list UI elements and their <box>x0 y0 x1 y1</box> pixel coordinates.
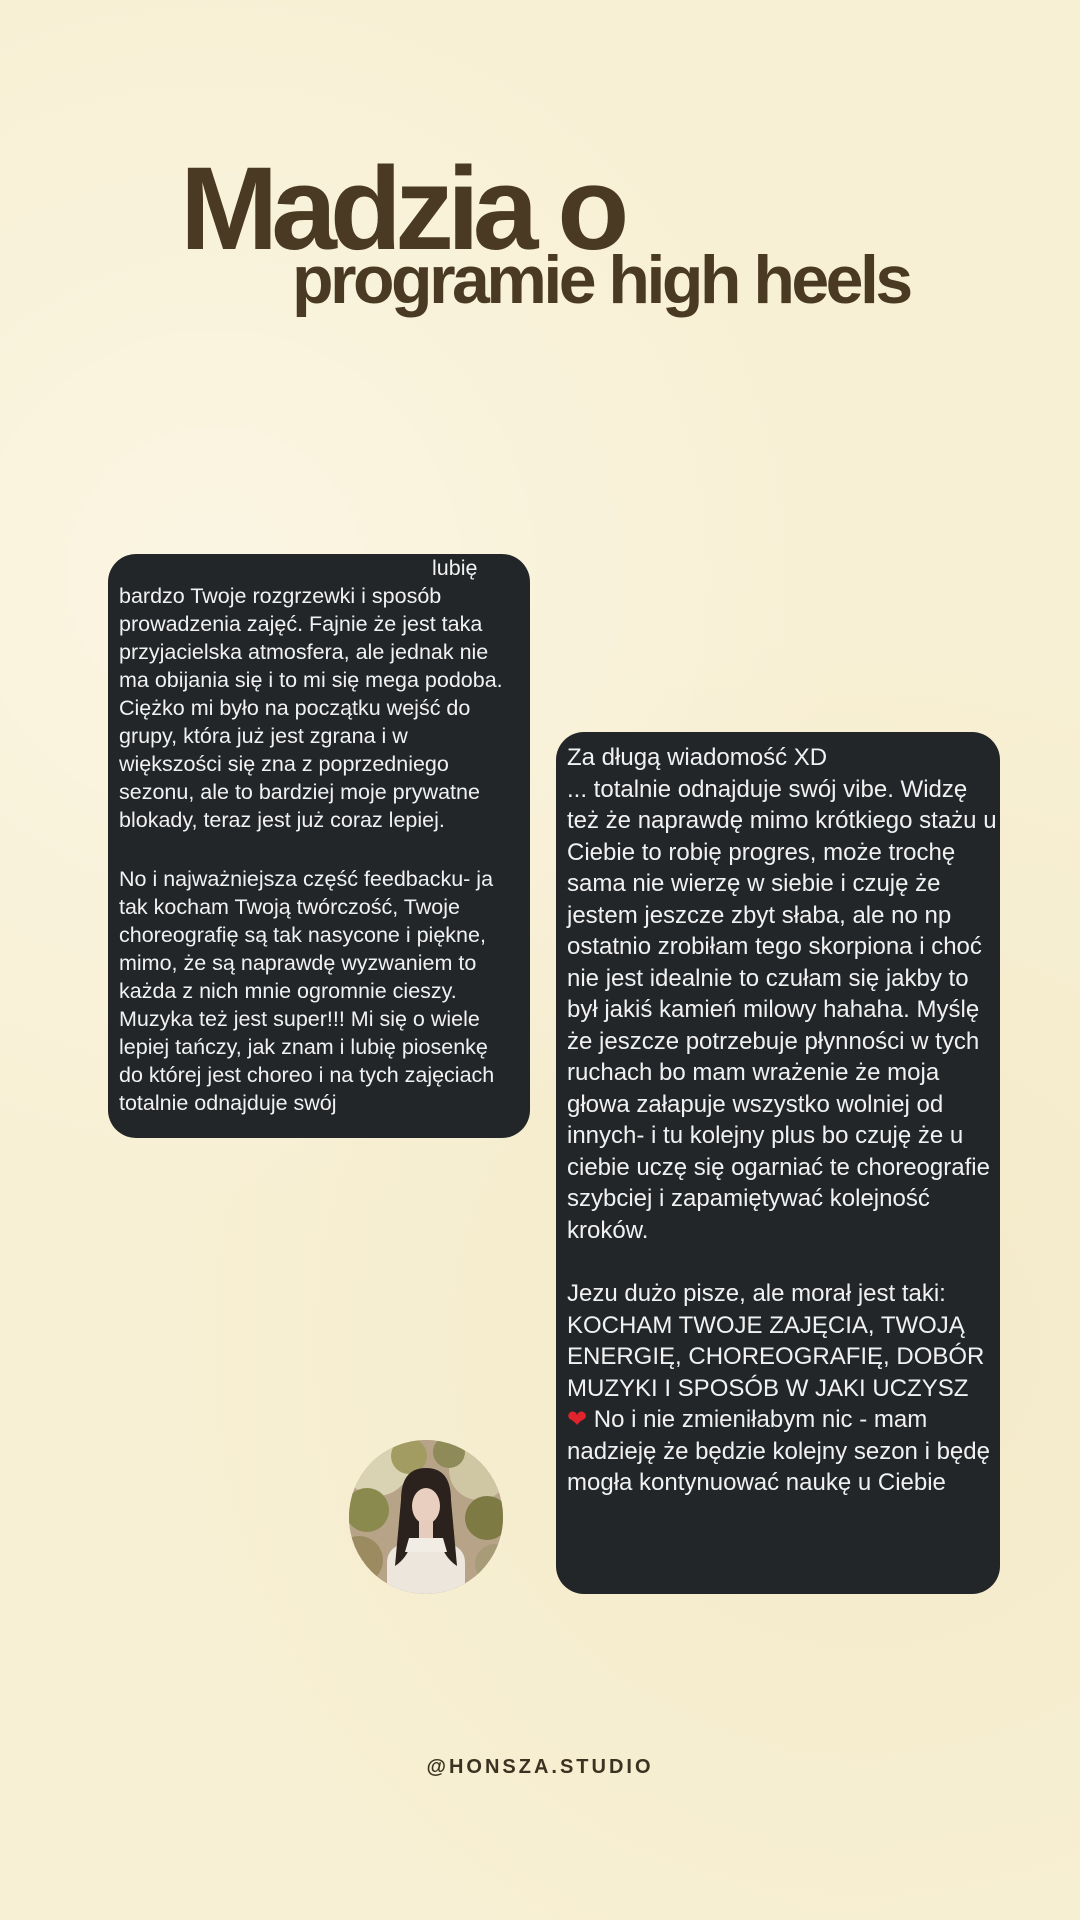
message-paragraph: ... totalnie odnajduje swój vibe. Widzę też że naprawdę mimo krótkiego stażu u Ciebie to robię progres, może trochę sama nie wierzę w siebie i czuję że jestem jeszcze zbyt słaba, ale no np ostatnio zrobiłam tego skorpiona i choć nie jest idealnie to czułam się jakby to był jakiś kamień milowy hahaha. Myślę że jeszcze potrzebuje płynności w tych ruchach bo mam wrażenie że moja głowa załapuje wszystko wolniej od innych- i tu kolejny plus bo czuję że u ciebie uczę się ogarniać te choreografie szybciej i zapamiętywać kolejność kroków. <box>567 775 997 1244</box>
message-bubble-right <box>556 732 1000 1594</box>
message-line: Za długą wiadomość XD <box>567 744 828 771</box>
message-text: Jezu dużo pisze, ale morał jest taki: KOCHAM TWOJE ZAJĘCIA, TWOJĄ ENERGIĘ, CHOREOGRAFIĘ, DOBÓR MUZYKI I SPOSÓB W JAKI UCZYSZ <box>567 1280 985 1402</box>
message-text: No i nie zmieniłabym nic - mam nadzieję że będzie kolejny sezon i będę mogła kontynuować naukę u Ciebie <box>567 1406 990 1496</box>
paragraph-spacer <box>119 834 516 865</box>
paragraph-spacer <box>567 1246 1000 1278</box>
studio-handle: @HONSZA.STUDIO <box>426 1756 654 1778</box>
avatar <box>349 1440 503 1594</box>
profile-photo-icon <box>349 1440 503 1594</box>
story-title <box>0 143 1080 330</box>
message-bubble-left <box>108 554 530 1138</box>
message-paragraph <box>567 1278 1000 1499</box>
message-paragraph: lubię bardzo Twoje rozgrzewki i sposób prowadzenia zajęć. Fajnie że jest taka przyjacielska atmosfera, ale jednak nie ma obijania się i to mi się mega podoba. Ciężko mi było na początku wejść do grupy, która już jest zgrana i w większości się zna z poprzedniego sezonu, ale to bardziej moje prywatne blokady, teraz jest już coraz lepiej. <box>119 556 503 832</box>
heart-emoji-icon: ❤ <box>567 1405 588 1433</box>
message-paragraph: No i najważniejsza część feedbacku- ja tak kocham Twoją twórczość, Twoje choreografię są tak nasycone i piękne, mimo, że są naprawdę wyzwaniem to każda z nich mnie ogromnie cieszy. Muzyka też jest super!!! Mi się o wiele lepiej tańczy, jak znam i lubię piosenkę do której jest choreo i na tych zajęciach totalnie odnajduje swój <box>119 867 495 1115</box>
title-line-2: programie high heels <box>292 242 910 318</box>
title-line-1: Madzia o <box>180 143 623 275</box>
